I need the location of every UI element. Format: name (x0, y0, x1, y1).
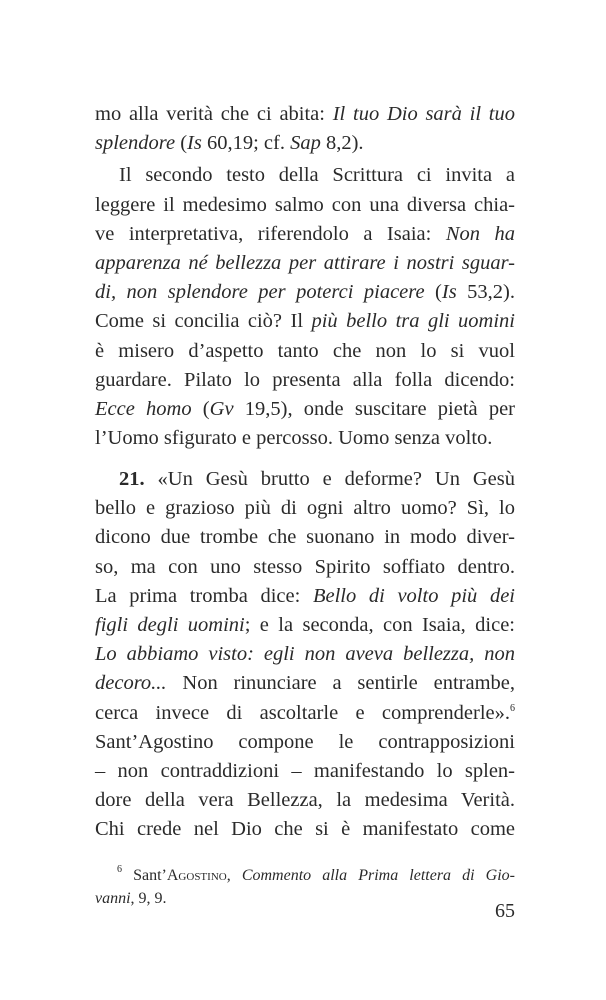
text-line (95, 424, 515, 453)
italic-text: decoro... (95, 672, 167, 695)
text-run: Non rinunciare a sentirle entrambe, (166, 672, 515, 695)
text-line (95, 366, 515, 395)
text-run: «Un Gesù brutto e deforme? Un Gesù (144, 468, 515, 490)
paragraph-block-2 (95, 465, 515, 844)
text-line (95, 553, 515, 582)
text-run: mo alla verità che ci abita: (95, 103, 333, 125)
text-line (95, 249, 515, 278)
text-run: – non contraddizioni – manifestando lo splen- (95, 759, 515, 782)
text-run: dore della vera Bellezza, la medesima Verità. (95, 789, 515, 812)
text-run: bello e grazioso più di ogni altro uomo? Sì, lo (95, 497, 515, 520)
italic-text: Commento alla Prima lettera di Gio- (241, 867, 516, 884)
section-number: 21. (119, 468, 145, 490)
paragraph-block-1 (95, 100, 515, 453)
footnote-marker: 6 (117, 864, 122, 875)
text-run: 8,2). (320, 132, 364, 155)
italic-text: Is (441, 281, 457, 304)
text-run: 60,19; cf. (201, 132, 291, 155)
text-run: dicono due trombe che suonano in modo diver- (95, 526, 515, 549)
text-line (95, 220, 515, 249)
text-run: ( (191, 397, 210, 420)
text-line (95, 728, 515, 757)
text-line (95, 815, 515, 844)
text-run: , 9, 9. (130, 890, 167, 907)
text-line (95, 395, 515, 424)
text-run: La prima tromba dice: (95, 584, 313, 607)
text-line (95, 611, 515, 640)
text-run: è misero d’aspetto tanto che non lo si vuol (95, 339, 515, 362)
text-line (95, 864, 515, 887)
text-line (95, 786, 515, 815)
italic-text: Non ha (445, 222, 515, 245)
text-run: Sant’ (122, 867, 167, 884)
italic-text: Bello di volto più dei (312, 584, 515, 607)
text-line (95, 100, 515, 129)
text-run: ve interpretativa, riferendolo a Isaia: (95, 222, 446, 245)
italic-text: apparenza né bellezza per attirare i nostri sguar- (95, 251, 515, 274)
text-run: ; e la seconda, con Isaia, dice: (244, 613, 516, 636)
text-run: Sant’Agostino compone le contrapposizioni (95, 730, 515, 753)
italic-text: Ecce homo (95, 397, 192, 420)
text-run: Chi crede nel Dio che si è manifestato come (95, 818, 515, 841)
footnote-marker: 6 (510, 702, 515, 714)
text-run: 53,2). (456, 281, 515, 304)
text-run: l’Uomo sfigurato e percosso. Uomo senza volto. (95, 427, 493, 450)
text-line (95, 191, 515, 220)
italic-text: più bello tra gli uomini (311, 310, 515, 333)
italic-text: splendore (95, 132, 176, 155)
text-run: Il secondo testo della Scrittura ci invita a (119, 164, 515, 187)
text-line (95, 640, 515, 669)
text-line (95, 161, 515, 190)
text-run: Agostino (166, 867, 227, 884)
italic-text: figli degli uomini (95, 613, 245, 636)
footnote (95, 864, 515, 910)
text-line (95, 337, 515, 366)
text-run: guardare. Pilato lo presenta alla folla dicendo: (95, 368, 515, 391)
text-run: 19,5), onde suscitare pietà per (233, 397, 516, 420)
text-run: Come si concilia ciò? Il (95, 310, 312, 333)
italic-text: Gv (209, 397, 234, 420)
text-line (95, 523, 515, 552)
text-line (95, 582, 515, 611)
page-number: 65 (495, 900, 515, 922)
text-line (95, 465, 515, 494)
text-line (95, 129, 515, 158)
text-line (95, 278, 515, 307)
italic-text: Il tuo Dio sarà il tuo (332, 103, 515, 125)
text-run: cerca invece di ascoltarle e comprenderle». (95, 701, 510, 724)
text-run: so, ma con uno stesso Spirito soffiato dentro. (95, 555, 515, 578)
text-line (95, 307, 515, 336)
italic-text: di, non splendore per poterci piacere (95, 281, 425, 304)
text-run: ( (175, 132, 188, 155)
text-run: leggere il medesimo salmo con una diversa chia- (95, 193, 515, 216)
italic-text: vanni (95, 890, 131, 907)
text-run: , (226, 867, 242, 884)
italic-text: Lo abbiamo visto: egli non aveva bellezza, non (95, 643, 515, 666)
text-line (95, 494, 515, 523)
italic-text: Sap (290, 132, 321, 155)
text-line (95, 757, 515, 786)
text-line (95, 669, 515, 698)
text-line (95, 887, 515, 910)
italic-text: Is (187, 132, 202, 155)
text-line (95, 699, 515, 728)
text-run: ( (424, 281, 442, 304)
